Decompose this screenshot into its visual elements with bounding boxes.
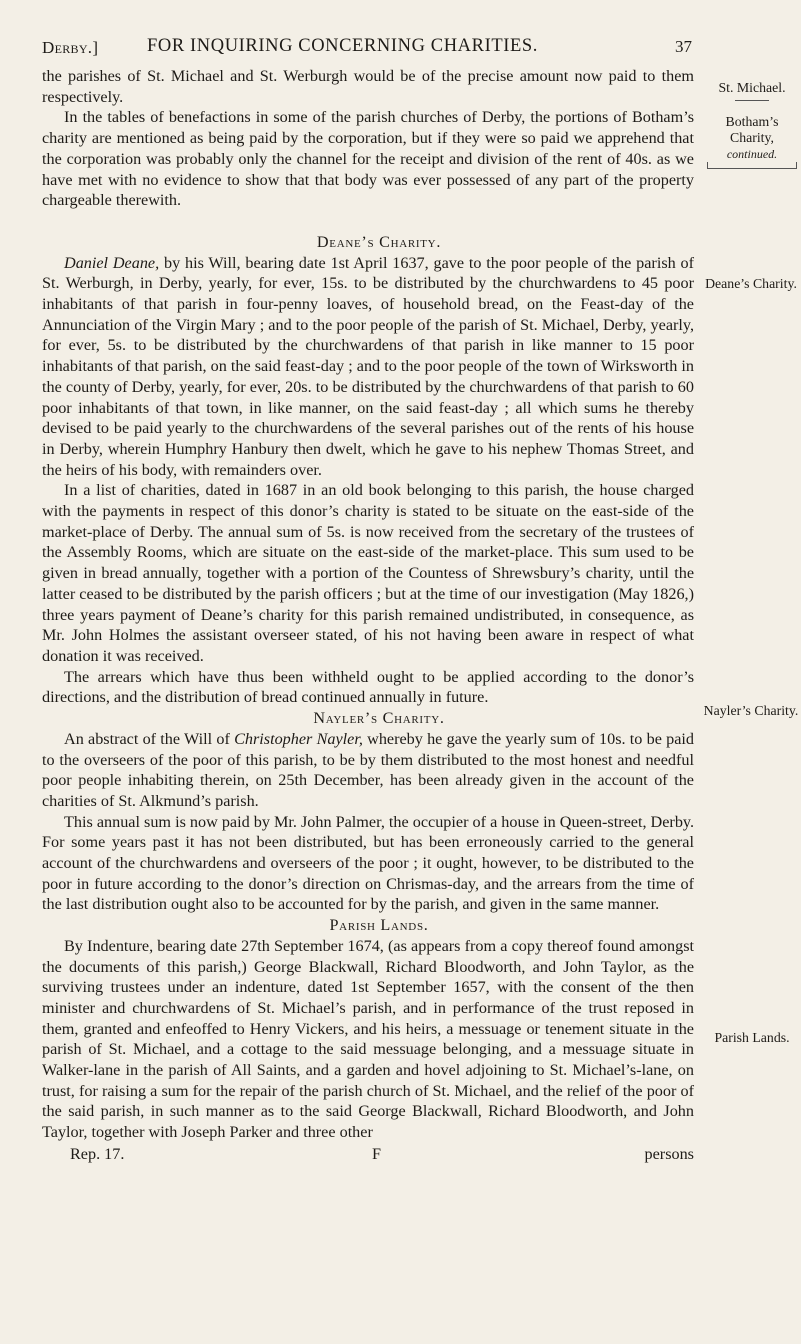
margin-note-bothams-charity: Botham’s Charity, continued. [707,114,797,169]
section-heading-deane: Deane’s Charity. [316,232,442,251]
donor-name: Daniel Deane, [64,253,160,272]
paragraph: The arrears which have thus been withheld ought to be applied according to the donor’s directions, and the distribution of bread continued annually in future. [42,667,694,707]
paragraph: This annual sum is now paid by Mr. John Palmer, the occupier of a house in Queen-street, Derby. For some years past it has not been distributed, but has been erroneously carried to the general account of the churchwardens and overseers of the poor ; it ought, however, to be distributed to the poor in future according to the donor’s direction on Chrismas-day, and the arrears from the time of the last distribution ought also to be accounted for by the parish, and given in the same manner. [42,812,694,914]
signature-mark: F [372,1144,382,1163]
brace-mark [707,162,797,169]
page-number: 37 [675,37,692,56]
running-head-county: Derby.] [42,38,99,57]
margin-note-naylers-charity: Nayler’s Charity. [703,703,799,718]
report-reference: Rep. 17. [70,1144,125,1163]
paragraph: An abstract of the Will of Christopher Nayler, whereby he gave the yearly sum of 10s. to be paid to the overseers of the poor of this parish, to be by them distributed to the most honest and needful poor people inhabiting therein, on 25th December, has been already given in the account of the charities of St. Alkmund’s parish. [42,729,694,810]
section-heading-parish-lands: Parish Lands. [329,916,429,935]
running-head [42,36,692,60]
section-heading-nayler: Nayler’s Charity. [313,709,445,728]
main-text [42,66,694,1165]
donor-name: Christopher Nayler, [234,729,363,748]
running-head-title: FOR INQUIRING CONCERNING CHARITIES. [147,36,538,56]
catchword: persons [644,1144,694,1163]
page-footer [42,1144,694,1165]
paragraph: Daniel Deane, by his Will, bearing date 1st April 1637, gave to the poor people of the parish of St. Werburgh, in Derby, yearly, for ever, 15s. to be distributed by the churchwardens to 45 poor inhabitants of that parish in four-penny loaves, of household bread, on the Feast-day of the Annunciation of the Virgin Mary ; and to the poor people of the parish of St. Michael, Derby, yearly, for ever, 5s. to be distributed by the churchwardens of that parish in like manner to 15 poor inhabitants of that parish, on the said feast-day ; and to the poor people of the town of Wirksworth in the county of Derby, yearly, for ever, 20s. to be distributed by the churchwardens of that parish to 60 poor inhabitants of that town, in like manner, on the said feast-day ; all which sums he thereby devised to be paid yearly to the churchwardens of the several parishes out of the rents of his house in Derby, wherein Humphry Hanbury then dwelt, which he gave to his nephew Thomas Street, and the heirs of his body, with remainders over. [42,253,695,479]
paragraph: In the tables of benefactions in some of the parish churches of Derby, the portions of Botham’s charity are mentioned as being paid by the corporation, but if they were so paid we apprehend that the corporation was probably only the channel for the receipt and division of the rent of 40s. as we have met with no evidence to show that that body was ever possessed of any part of the property chargeable therewith. [42,108,694,210]
margin-note-parish-lands: Parish Lands. [714,1030,790,1045]
paragraph: By Indenture, bearing date 27th September 1674, (as appears from a copy thereof found amongst the documents of this parish,) George Blackwall, Richard Bloodworth, and John Taylor, as the surviving trustees under an indenture, dated 1st September 1657, with the consent of the then minister and churchwardens of St. Michael’s parish, and in performance of the trust reposed in them, granted and enfeoffed to Henry Vickers, and his heirs, a messuage or tenement situate in the parish of St. Michael, and a cottage to the said messuage belonging, and a messuage situate in Walker-lane in the parish of All Saints, and a garden and hovel adjoining to St. Michael’s-lane, on trust, for raising a sum for the repair of the parish church of St. Michael, and the relief of the poor of the said parish, in such manner as to the said George Blackwall, Richard Bloodworth, and John Taylor, together with Joseph Parker and three other [42,936,694,1142]
paragraph: In a list of charities, dated in 1687 in an old book belonging to this parish, the house charged with the payments in respect of this donor’s charity is stated to be situate on the east-side of the market-place of Derby. The annual sum of 5s. is now received from the secretary of the trustees of the Assembly Rooms, which are situate on the east-side of the market-place. This sum used to be given in bread annually, together with a portion of the Countess of Shrewsbury’s charity, until the latter ceased to be distributed by the parish officers ; but at the time of our investigation (May 1826,) three years payment of Deane’s charity for this parish remained undistributed, in consequence, as Mr. John Holmes the assistant overseer stated, of his not having been aware in respect of what donation it was received. [42,481,694,665]
divider [735,100,769,101]
paragraph: the parishes of St. Michael and St. Werburgh would be of the precise amount now paid to them respectively. [42,67,694,106]
margin-note-st-michael: St. Michael. [707,80,797,104]
margin-note-deanes-charity: Deane’s Charity. [705,276,797,291]
